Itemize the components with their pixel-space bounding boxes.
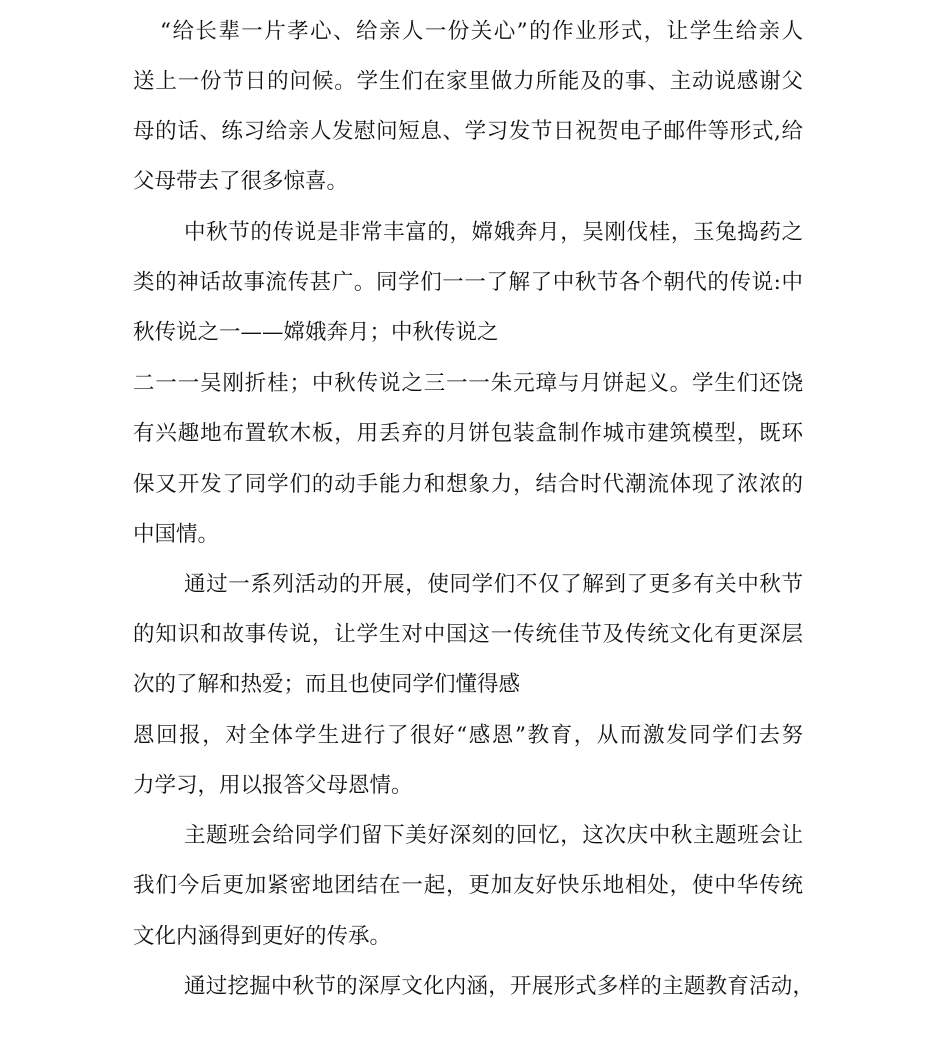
text-line: 通过一系列活动的开展，使同学们不仅了解到了更多有关中秋节 <box>184 572 803 597</box>
text-line: 文化内涵得到更好的传承。 <box>133 924 392 949</box>
text-line: 母的话、练习给亲人发慰问短息、学习发节日祝贺电子邮件等形式,给 <box>133 119 803 144</box>
text-line: 通过挖掘中秋节的深厚文化内涵，开展形式多样的主题教育活动， <box>184 974 814 999</box>
text-line: 父母带去了很多惊喜。 <box>133 169 349 194</box>
text-line: 送上一份节日的问候。学生们在家里做力所能及的事、主动说感谢父 <box>133 69 803 94</box>
text-line: 秋传说之一——嫦娥奔月；中秋传说之 <box>133 320 499 345</box>
text-line: “给长辈一片孝心、给亲人一份关心”的作业形式，让学生给亲人 <box>160 19 803 44</box>
text-line: 中国情。 <box>133 522 220 547</box>
text-line: 的知识和故事传说，让学生对中国这一传统佳节及传统文化有更深层 <box>133 622 803 647</box>
text-line: 类的神话故事流传甚广。同学们一一了解了中秋节各个朝代的传说:中 <box>133 270 803 295</box>
text-line: 保又开发了同学们的动手能力和想象力，结合时代潮流体现了浓浓的 <box>133 472 803 497</box>
text-line: 主题班会给同学们留下美好深刻的回忆，这次庆中秋主题班会让 <box>184 823 803 848</box>
text-line: 二一一吴刚折桂；中秋传说之三一一朱元璋与月饼起义。学生们还饶 <box>133 371 803 396</box>
text-line: 中秋节的传说是非常丰富的，嫦娥奔月，吴刚伐桂，玉兔捣药之 <box>184 220 803 245</box>
text-line: 次的了解和热爱；而且也使同学们懂得感 <box>133 672 521 697</box>
text-line: 力学习，用以报答父母恩情。 <box>133 773 413 798</box>
text-line: 我们今后更加紧密地团结在一起，更加友好快乐地相处，使中华传统 <box>133 873 803 898</box>
text-line: 恩回报，对全体学生进行了很好“感恩”教育，从而激发同学们去努 <box>133 723 803 748</box>
text-line: 有兴趣地布置软木板，用丢弃的月饼包装盒制作城市建筑模型，既环 <box>133 421 803 446</box>
